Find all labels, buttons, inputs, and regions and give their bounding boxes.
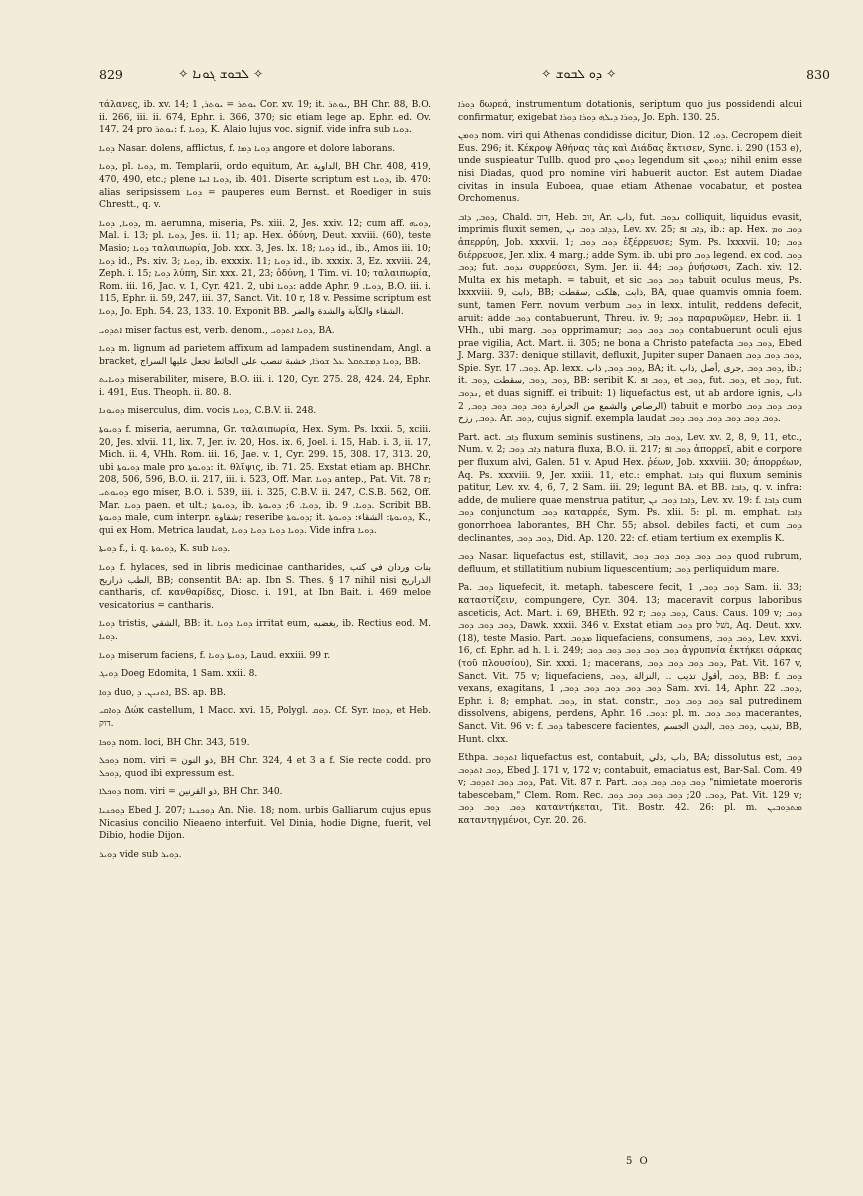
dictionary-entry: Part. act. ܕܐܒ fluxum seminis sustinens, ܕܘܒ ܕܐܒ, Lev. xv. 2, 8, 9, 11, etc., Num. v. 2; ܕܐܒ ܕܘܒ natura fluxa, B.O. ii. 217; ܕܘܒ ܐܦ ἀπορρεῖ, abit e corpore per fluxum alvi, Galen. 51 v. Apud Hex. ῥέων, Job. xxxviii. 30; ἀπορρέων, Aq. Ps. xxxviii. 9, Jer. xxiii. 11, etc.: emphat. ܕܐܒܐ qui fluxum seminis patitur, Lev. xv. 4, 6, 7, 2 Sam. iii. 29; legunt BA. et BB. ܕܐܒܐ, q. v. infra: adde, de muliere quae menstrua patitur, ܕܐܒܐ ܕܘܒ ܢܢ, Lev. xv. 19: f. ܕܐܒܐ cum ܕܘܒ conjunctum ܕܘܒ καταρρέε, Sym. Ps. xlii. 5: pl. m. emphat. ܕܐܒܐ gonorrhoea laborantes, BH Chr. 55; absol. debiles facti, et cum ܕܘܒ declinantes, ܕܘܒ ܕܘܒ, Did. Ap. 120. 22: cf. etiam tertium ex exemplis K. (458, 432, 802, 544)
dictionary-entry: Ethpa. ܐܬܕܘܒ liquefactus est, contabuit, ذاب ,ذلي, BA; dissolutus est, ܕܘܒ ܕܘܒ ܐܬܕܘܒ, Ebed J. 171 v, 172 v; contabuit, emaciatus est, Bar-Sal. Com. 49 v; ܕܘܒ ܕܘܒ ܐܬܕܘܒ, Pat. Vit. 87 r. Part. ܕܘܒ ܕܘܒ ܕܘܒ ܕܘܒ "nimietate moeroris tabescebam," Clem. Rom. Rec. ܕܘܒ. 20; ܕܘܒ ܕܘܒ ܕܘܒ ܕܘܒ, Pat. Vit. 129 v; ܕܘܒ ܕܘܒ ܕܘܒ καταντήκεται, Tit. Bostr. 42. 26: pl. m. ܡܬܕܘܒܝܢ καταντηγμένοι, Cyr. 20. 26. (458, 753, 803, 827)
page-number-right: 830 (806, 66, 830, 82)
dictionary-entry: ܕܘܝܐ m. lignum ad parietem affixum ad lampadem sustinendam, Angl. a bracket, ܕܘܝܐ ܕܡܫܬܩܠ ܥܠ ܫܘܪܐ, خشبة تنصب على الحائط تجعل عليها السراج, BB. (99, 344, 431, 367)
signature-mark: 5 O (626, 1156, 650, 1167)
dictionary-entry: ܕܘܒ Nasar. liquefactus est, stillavit, ܕܘܒ ܕܘܒ ܕܘܒ ܕܘܒ ܕܘܒ quod rubrum, defluum, et stillatitium nubium liquescentium; ܕܘܒ perliquidum mare. (458, 552, 803, 575)
dictionary-entry: ܕܘܝܬܐ f., i. q. ܕܘܝܘܬܐ, K. sub ܕܘܝܐ. (99, 544, 231, 555)
dictionary-entry: ܕܘܐ duo, ܐܬܢܝܢ. ܕ, BS. ap. BB. (99, 687, 227, 698)
dictionary-entry: ܕܘܝܘܬܐ f. miseria, aerumna, Gr. ταλαιπωρία, Hex. Sym. Ps. lxxii. 5, xciii. 20, Jes. xlvii. 11, lix. 7, Jer. iv. 20, Hos. ix. 6, Joel. i. 15, Hab. i. 3, ii. 17, Mich. ii. 4, VHh. Rom. iii. 16, Jae. v. 1, Cyr. 299. 15, 308. 17, 313. 20, ubi ܕܘܝܘܬܐ male pro ܕܘܝܘܬܐ: it. θλῖψις, ib. 71. 25. Exstat etiam ap. BHChr. 208, 506, 596, B.O. ii. 217, iii. i. 523, Off. Mar. ܕܘܝܐ antep., Pat. Vit. 78 r; ܕܘܝܘܬܝ ego miser, B.O. i. 539, iii. i. 325, C.B.V. ii. 247, C.S.B. 562, Off. Mar. ܕܘܝܐ paen. et ult.; ܕܘܝܘܬܐ, ib. ܕܘܝܐ. 6; ܕܘܝܘܬܐ, ib. ܕܘܝܐ. 9. Scribit BB. ܕܘܝܘܬܐ male, cum interpr. شقاوة; reseribe ܕܘܝܘܬܐ; it. ܕܘܝܘܬܐ: الشقاء: ܕܘܝܘܬܐ, K., qui ex Hom. Metrica laudat, ܕܘܝܐ ܕܘܝܐ ܕܘܝܐ ܕܘܝܐ. Vide infra ܕܘܝܐ. (99, 425, 432, 536)
right-column (458, 99, 802, 834)
dictionary-entry: ܕܘܟܐ nom. loci, BH Chr. 343, 519. (99, 737, 250, 748)
running-head-right: ✧ ܕܘ ܠܒܘܫ ✧ (541, 66, 617, 81)
dictionary-entry: ܕܘܝܐܝܬ miserabiliter, misere, B.O. iii. i. 120, Cyr. 275. 28, 424. 24, Ephr. i. 491, Eus. Theoph. ii. 80. 8. (99, 375, 431, 398)
dictionary-entry: ܕܘܝܓ Doeg Edomita, 1 Sam. xxii. 8. (99, 669, 258, 680)
dictionary-entry: ܕܘܝܐ, ܕܘܝܐ, m. aerumna, miseria, Ps. xiii. 2, Jes. xxiv. 12; cum aff. ܕܘܝܗ, Mal. i. 13; pl. ܕܘܝܐ, Jes. ii. 11; ap. Hex. ὀδύνη, Deut. xxviii. (60), teste Masio; ܕܘܝܐ ταλαιπωρία, Job. xxx. 3, Jes. lx. 18; ܕܘܝܐ id., ib., Amos iii. 10; ܕܘܝܐ id., Ps. xiv. 3; ܕܘܝܐ, ib. exxxix. 11; ܕܘܝܐ id., ib. xxxix. 3, Ez. xxviii. 24, Zeph. i. 15; ܕܘܝܐ λύπη, Sir. xxx. 21, 23; ὀδύνη, 1 Tim. vi. 10; ταλαιπωρία, Rom. iii. 16, Jac. v. 1, Cyr. 421. 2, ubi ܕܘܝܐ: adde Aphr. ܕܘܝܐ. 9, B.O. iii. i. 115, Ephr. ii. 59, 247, iii. 37, Sanct. Vit. 10 r, 18 v. Pessime scriptum est ܕܘܝܐ, Jo. Eph. 54. 23, 133. 10. Exponit BB. الشقاء والكآبة والشدة والضر. (99, 218, 432, 317)
dictionary-entry: ܕܘܟܠܐ nom. viri = ذو القرنين, BH Chr. 340. (99, 787, 283, 798)
dictionary-entry: ܕܘܝܘܢܐ miserculus, dim. vocis ܕܘܝܐ, C.B.V. ii. 248. (99, 406, 317, 417)
dictionary-entry: ܕܘܡܢ nom. viri qui Athenas condidisse dicitur, Dion. ܕܘ. 12. Cecropem dieit Eus. 296; it. Κέκροψ Ἀθήνας τὰς καὶ Διάδας ἔκτισεν, Sync. i. 290 (153 e), unde suspieatur Tullb. quod pro ܕܘܡܢ legendum sit ܕܘܡܢ; nihil enim esse nisi Diadas, quod pro nomine viri habuerit auctor. Est autem Diadae civitas in insula Euboea, quae etiam Athenae vocabatur, et postea Orchomenus. (458, 131, 802, 205)
dictionary-entry: ܕܘܪܐ δωρεά, instrumentum dotationis, seriptum quo jus possidendi alcui confirmatur, exigebat ܕܘܪܐ ܕܝܠܗ ܕܘܪܐ ܕܘܪܐ, Jo. Eph. 130. 25. (458, 100, 802, 123)
dictionary-entry: ܕܘܝܐ tristis, الشقي, BB: it. ܕܘܝܐ ܕܘܝܐ irritat eum, يغضبه, ib. Rectius eod. M. ܕܘܝܐ. (99, 619, 431, 642)
dictionary-entry: ܕܘܟܢܝܐ Ebed J. 207; ܕܘܟܢܝܐ An. Nie. 18; nom. urbis Galliarum cujus epus Nicasius concilio Nieaeno interfuit. Vel Dinia, hodie Digne, fuerit, vel Dibio, hodie Dijon. (99, 805, 431, 842)
dictionary-entry: τάλανες, ib. xv. 14; ܝܘܬܪ = ܝܘܬܪ, 1 Cor. xv. 19; it. ܝܘܬܪ, BH Chr. 88, B.O. ii. 266, iii. ii. 674, Ephr. i. 366, 370; sic etiam lege ap. Ephr. ed. Ov. 147. 24 pro ܝܘܬܪ: f. ܕܘܝܐ, K. Alaio lujus voc. signif. vide infra sub ܕܘܝܐ. (99, 100, 432, 136)
page-number-left: 829 (99, 66, 123, 82)
dictionary-entry: ܕܘܐܩܝ Δώκ castellum, 1 Macc. xvi. 15, Polygl. ܕܘܩ. Cf. Syr. ܕܘܩܐ, et Heb. דוק. (99, 706, 431, 729)
dictionary-entry: ܕܘܝܐ miserum faciens, f. ܕܘܝܬܐ ܕܘܝܐ, Laud. exxiii. 99 r. (99, 650, 331, 661)
dictionary-entry: ܕܘܝܐ f. hylaces, sed in libris medicinae cantharides, بنات وردان في كتب الطب ذراريح, BB; consentit BA: ap. Ibn S. Thes. § 17 nihil nisi الذراريح cantharis, cf. κανθαρίδες, Diosc. i. 191, at Ibn Bait. i. 469 meloe vesicatorius = cantharis. (99, 563, 431, 611)
dictionary-entry: Pa. ܕܘܒ liquefecit, it. metaph. tabescere fecit, ܕܘܒ ܕܘܒ, 1 Sam. ii. 33; καταστίζειν, compungere, Cyr. 304. 13; maceravit corpus laboribus asceticis, Act. Mart. i. 69, BHEth. 92 r; ܕܘܒ ܕܘܒ, Caus. Caus. 109 v; ܕܘܒ ܕܘܒ ܕܘܒ ܕܘܒ, Dawk. xxxii. 346 v. Exstat etiam ܕܘܒ pro נשׁל, Aq. Deut. xxv. (18), teste Masio. Part. ܡܕܘܒ liquefaciens, consumens, ܕܘܒ ܕܘܒ, Lev. xxvi. 16, cf. Ephr. ad h. l. i. 249; ܕܘܒ ܕܘܒ ܕܘܒ ܕܘܒ ܕܘܒ ἀγρυπνία ἐκτήκει σάρκας (τοῦ πλουσίου), Sir. xxxi. 1; macerans, ܕܘܒ ܕܘܒ ܕܘܒ ܕܘܒ, Pat. Vit. 167 v, Sanct. Vit. 75 v; liquefaciens, ܕܘܒ ,أقول تذيب .. ,النزالة ,ܕܘܒ, BB: f. ܕܘܒ vexans, exagitans, ܕܘܒ ܕܘܒ ܕܘܒ ܕܘܒ ܕܘܒ, 1 Sam. xvi. 14, Aphr. ܕܘܒ. 22, Ephr. i. 8; emphat. ܕܘܒ, in stat. constr., ܕܘܒ ܕܘܒ ܕܘܒ sal putredinem dissolvens, abigens, perdens, Aphr. ܕܘܒ. 16: pl. m. ܕܘܒ ܕܘܒ macerantes, Sanct. Vit. 96 v: f. ܕܘܒ tabescere facientes, تذيب ,ܕܘܒ ܕܘܒ ,البدن الجسم, BB, Hunt. clxx. (458, 583, 803, 745)
running-head-left: ✧ ܠܒܘܫ ܓܘܢܐ ✧ (178, 66, 264, 81)
dictionary-entry: ܕܘܒ, ܕܐܒ, Chald. דוב, Heb. זוב, Ar. ذاب, fut. ܢܕܘܒ colliquit, liquidus evasit, imprimis fluxit semen, ܕܕܐܒ ܕܘܒ ܢܢ, Lev. xv. 25; ܕܐܒ ܐܦ, ib.: ap. Hex. ܕܘܒ ܘܡ ἀπερρύη, Job. xxxvii. 1; ܕܘܒ ܕܘܒ ἐξέρρευσε; Sym. Ps. lxxxvii. 10; ܕܘܒ διέρρευσε, Jer. xlix. 4 marg.; adde Sym. ib. ubi pro ܕܘܒ legend. ex cod. ܕܘܒ ܕܘܒ; fut. ܢܕܘܒ συρρεύσει, Sym. Jer. ii. 44; ܕܘܒ ῥυήσωσι, Zach. xiv. 12. Multa ex his metaph. = tabuit, et sic ܕܘܒ ܕܘܒ tabuit oculus meus, Ps. lxxxviii. 9, ذابت, BB; ذابت ,هلكت ,سقطت, BA, quae quamvis omnia foem. sunt, tamen Ferr. novum verbum ܕܘܒ in lexx. intulit, reddens defecit, aruit: adde ܕܘܒ contabuerunt, Threu. iv. 9; ܕܘܒ παραρυῶμεν, Hebr. ii. 1 VHh., ubi marg. ܕܘܒ opprimamur; ܕܘܒ ܕܘܒ ܕܘܒ contabuerunt oculi ejus prae vigilia, Act. Mart. ii. 305; ne bona a Christo patefacta ܕܘܒ ܕܘܒ, Ebed J. Marg. 337: denique stillavit, defluxit, Jupiter super Danaen ܕܘܒ ܕܘܒ ܕܘܒ, Spie. Syr. ܕܘܒ. 17. Ap. lexx. ܕܘܒ ܕܘܒ, ذاب, BA; it. ܕܘܒ ܕܘܒ ,جرى ,أصل ,ذاب, ib.; it. ܕܘܒ ,ܕܘܒ ,سقطت ,ܕܘܒ, BB: seribit K. ܕܘܒ ܐܦ, et ܕܘܒ, fut. ܕܘܒ, et ܕܘܒ, fut. ܢܕܘܒ, et duas signiff. ei tribuit: 1) liquefactus est, ut ab ardore ignis, ذاب الرصاص والشمع من الحرارة ܕܘܒ ܕܘܒ ܕܘܒ ܕܘܒ, 2) tabuit e morbo ܕܘܒ ܕܘܒ ܕܘܒ ܕܘܒ, رزح. Ar. ܕܘܒ, cujus signif. exempla laudat ܕܘܒ ܕܘܒ ܕܘܒ ܕܘܒ ܕܘܒ ܕܘܒ. (458, 212, 803, 425)
dictionary-entry: ܕܘܟܠ nom. viri = ذو النون, BH Chr. 324, 4 et 3 a f. Sie recte codd. pro ܕܘܟܠ, quod ibi expressum est. (99, 756, 431, 779)
dictionary-entry: ܕܘܝܐ Nasar. dolens, afflictus, f. ܕܘܝܐ ܕܡܐ angore et dolore laborans. (99, 143, 396, 154)
dictionary-entry: ܕܘܝܐ, pl. ܕܘܝܐ, m. Templarii, ordo equitum, Ar. الداوية, BH Chr. 408, 419, 470, 490, etc.; plene ܕܘܝܐ ܐܚܐ, ib. 401. Diserte scriptum est ܕܘܝܐ, ib. 470: alias seripsissem ܕܘܝܐ = pauperes eum Bernst. et Roediger in suis Chrestt., q. v. (99, 162, 431, 211)
dictionary-entry: ܕܘܝܪ vide sub ܕܘܝܪ. (99, 849, 182, 860)
left-column (99, 99, 431, 867)
page-header (0, 62, 863, 86)
dictionary-entry: ܐܬܕܘܝ miser factus est, verb. denom., ܕܘܝܐ ܐܬܕܘܝ, BA. (99, 325, 335, 336)
